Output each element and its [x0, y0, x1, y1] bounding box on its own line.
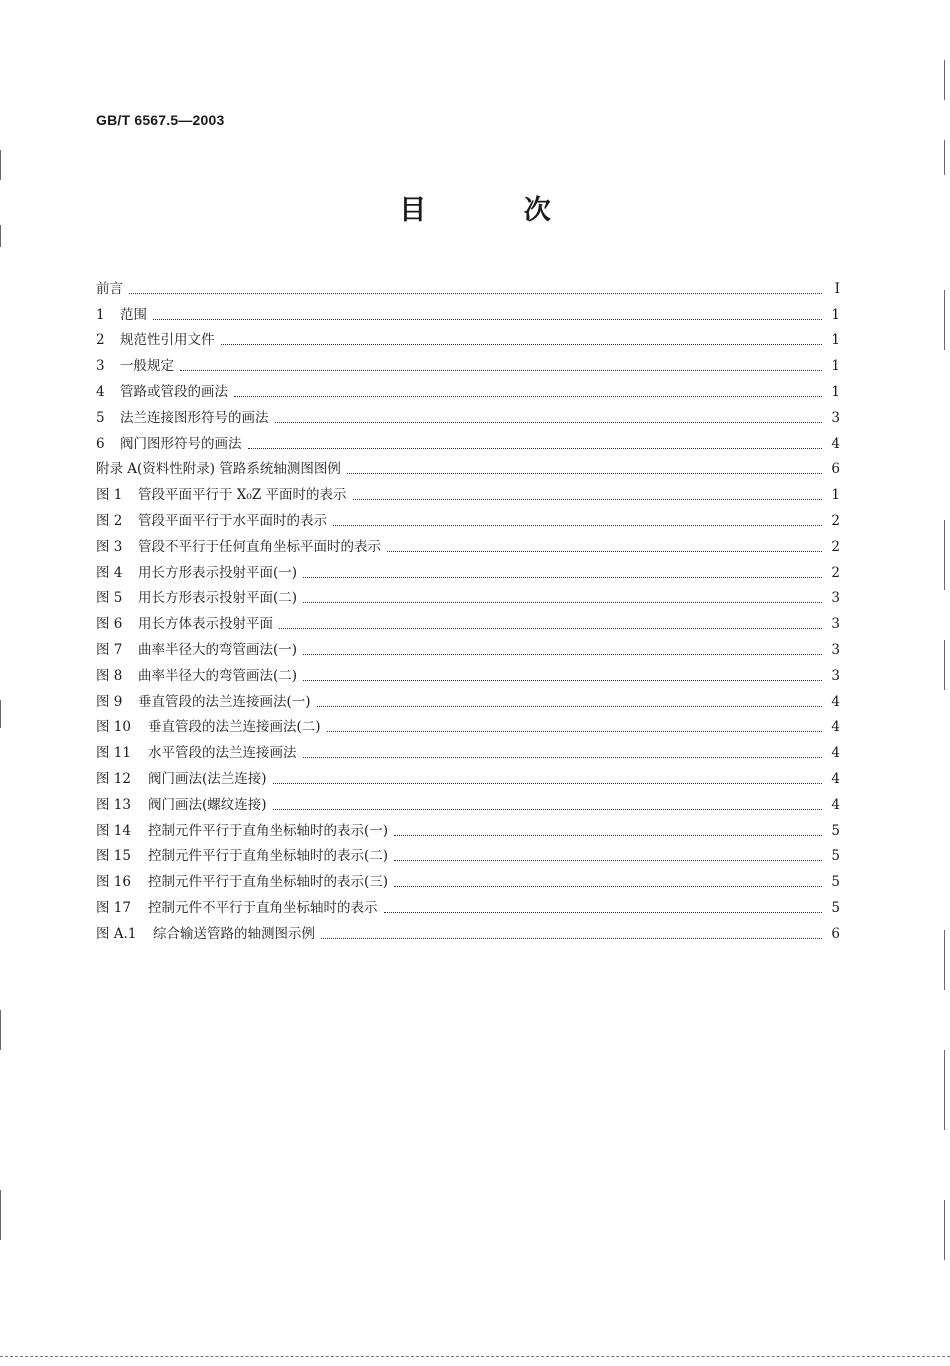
toc-entry-label: 管段平面平行于 X₀Z 平面时的表示 [138, 487, 347, 504]
toc-entry [96, 865, 840, 891]
toc-entry [96, 556, 840, 582]
toc-entry-number: 图 15 [96, 848, 131, 865]
scan-edge-line [944, 1050, 945, 1130]
toc-dot-leader [317, 706, 822, 707]
toc-dot-leader [303, 602, 822, 603]
toc-entry-number: 图 6 [96, 616, 123, 633]
toc-dot-leader [394, 886, 822, 887]
toc-entry-number: 1 [96, 306, 105, 323]
toc-entry-label: 垂直管段的法兰连接画法(一) [138, 693, 311, 710]
toc-entry-page: 5 [831, 848, 840, 865]
scan-edge-line [944, 1200, 945, 1260]
toc-entry [96, 530, 840, 556]
toc-entry-number: 图 7 [96, 641, 123, 658]
toc-entry-number: 图 1 [96, 487, 123, 504]
scan-edge-line [944, 640, 945, 690]
toc-dot-leader [303, 680, 822, 681]
toc-entry-number: 图 8 [96, 667, 123, 684]
toc-entry-label: 用长方形表示投射平面(一) [138, 564, 298, 581]
scan-edge-line [0, 1010, 1, 1050]
toc-entry-label: 前言 [96, 280, 123, 297]
toc-entry-page: 2 [831, 512, 840, 529]
toc-entry-page: 3 [831, 616, 840, 633]
toc-entry-page: 6 [831, 461, 840, 478]
toc-dot-leader [394, 835, 822, 836]
toc-entry [96, 582, 840, 608]
toc-entry-number: 4 [96, 383, 105, 400]
toc-entry [96, 349, 840, 375]
toc-entry-page: 1 [831, 332, 840, 349]
toc-dot-leader [321, 938, 822, 939]
toc-entry-number: 图 5 [96, 590, 123, 607]
toc-entry-page: 4 [831, 796, 840, 813]
scan-edge-line [0, 150, 1, 180]
toc-entry-number: 图 A.1 [96, 925, 137, 942]
toc-entry-label: 控制元件平行于直角坐标轴时的表示(一) [148, 822, 389, 839]
toc-dot-leader [153, 319, 822, 320]
toc-entry [96, 298, 840, 324]
toc-entry [96, 272, 840, 298]
toc-entry-label: 阀门画法(法兰连接) [148, 770, 267, 787]
scan-edge-line [944, 140, 945, 175]
toc-entry-number: 图 11 [96, 745, 131, 762]
toc-dot-leader [303, 654, 822, 655]
toc-entry-page: 3 [831, 409, 840, 426]
toc-entry-page: 5 [831, 899, 840, 916]
toc-entry-label: 综合输送管路的轴测图示例 [153, 925, 315, 942]
scan-edge-line [944, 930, 945, 990]
toc-dot-leader [275, 422, 823, 423]
toc-entry-label: 控制元件平行于直角坐标轴时的表示(三) [148, 874, 389, 891]
toc-entry [96, 788, 840, 814]
toc-entry-label: 一般规定 [120, 358, 174, 375]
toc-entry [96, 762, 840, 788]
toc-entry [96, 685, 840, 711]
toc-entry-page: 4 [831, 745, 840, 762]
toc-entry-page: 5 [831, 822, 840, 839]
toc-entry-number: 图 3 [96, 538, 123, 555]
toc-entry-page: 3 [831, 667, 840, 684]
toc-entry-page: 1 [831, 383, 840, 400]
toc-entry [96, 324, 840, 350]
toc-entry-page: 4 [831, 693, 840, 710]
toc-entry-label: 管段平面平行于水平面时的表示 [138, 512, 327, 529]
toc-entry-label: 阀门画法(螺纹连接) [148, 796, 267, 813]
toc-dot-leader [347, 473, 822, 474]
toc-entry-page: 4 [831, 435, 840, 452]
scan-edge-line [944, 290, 945, 350]
toc-entry-page: 4 [831, 719, 840, 736]
toc-dot-leader [234, 396, 822, 397]
toc-entry-number: 图 16 [96, 874, 131, 891]
toc-dot-leader [384, 912, 823, 913]
toc-entry [96, 814, 840, 840]
toc-entry-number: 3 [96, 358, 105, 375]
toc-entry-number: 图 14 [96, 822, 131, 839]
scan-edge-line [944, 520, 945, 590]
table-of-contents [96, 272, 840, 943]
toc-entry [96, 478, 840, 504]
toc-entry-label: 水平管段的法兰连接画法 [148, 745, 297, 762]
toc-entry-page: 3 [831, 590, 840, 607]
toc-entry-number: 2 [96, 332, 105, 349]
toc-entry-page: 1 [831, 358, 840, 375]
toc-entry-label: 曲率半径大的弯管画法(一) [138, 641, 298, 658]
toc-entry-number: 图 4 [96, 564, 123, 581]
toc-entry-page: 3 [831, 641, 840, 658]
standard-code: GB/T 6567.5—2003 [96, 112, 225, 128]
toc-entry-number: 图 2 [96, 512, 123, 529]
toc-dot-leader [303, 757, 823, 758]
toc-entry [96, 659, 840, 685]
toc-entry [96, 504, 840, 530]
toc-dot-leader [129, 293, 822, 294]
toc-entry [96, 840, 840, 866]
toc-dot-leader [327, 731, 822, 732]
toc-entry-page: 5 [831, 874, 840, 891]
toc-dot-leader [273, 783, 822, 784]
toc-entry-number: 图 10 [96, 719, 131, 736]
toc-entry-label: 阀门图形符号的画法 [120, 435, 242, 452]
page-title: 目 次 [399, 195, 595, 226]
toc-entry [96, 633, 840, 659]
scan-edge-line [0, 700, 1, 728]
toc-entry-page: 6 [831, 925, 840, 942]
toc-entry [96, 401, 840, 427]
toc-entry-number: 图 12 [96, 770, 131, 787]
toc-entry [96, 736, 840, 762]
toc-entry-page: 1 [831, 487, 840, 504]
toc-entry [96, 375, 840, 401]
toc-entry [96, 917, 840, 943]
toc-entry-number: 图 13 [96, 796, 131, 813]
scan-edge-line [0, 1190, 1, 1240]
toc-entry-label: 规范性引用文件 [120, 332, 215, 349]
toc-entry-label: 范围 [120, 306, 147, 323]
scan-bottom-rule [0, 1356, 950, 1357]
toc-dot-leader [248, 448, 823, 449]
scan-edge-line [944, 60, 945, 100]
toc-entry-number: 图 9 [96, 693, 123, 710]
toc-entry-page: I [834, 280, 840, 297]
toc-entry-label: 控制元件不平行于直角坐标轴时的表示 [148, 899, 378, 916]
toc-entry-label: 法兰连接图形符号的画法 [120, 409, 269, 426]
toc-entry [96, 427, 840, 453]
toc-dot-leader [273, 809, 822, 810]
toc-dot-leader [394, 860, 822, 861]
toc-entry-label: 用长方体表示投射平面 [138, 616, 273, 633]
toc-entry-label: 附录 A(资料性附录) 管路系统轴测图图例 [96, 461, 341, 478]
toc-entry-page: 4 [831, 770, 840, 787]
toc-entry-number: 图 17 [96, 899, 131, 916]
toc-entry-label: 用长方形表示投射平面(二) [138, 590, 298, 607]
toc-dot-leader [353, 499, 823, 500]
toc-entry-page: 1 [831, 306, 840, 323]
toc-entry-label: 垂直管段的法兰连接画法(二) [148, 719, 321, 736]
scan-edge-line [0, 225, 1, 247]
toc-entry-label: 管路或管段的画法 [120, 383, 228, 400]
toc-entry [96, 453, 840, 479]
toc-dot-leader [303, 577, 822, 578]
toc-entry-page: 2 [831, 564, 840, 581]
toc-entry-label: 曲率半径大的弯管画法(二) [138, 667, 298, 684]
toc-entry-page: 2 [831, 538, 840, 555]
toc-dot-leader [387, 551, 822, 552]
toc-dot-leader [333, 525, 822, 526]
toc-dot-leader [180, 370, 822, 371]
toc-entry [96, 711, 840, 737]
toc-dot-leader [279, 628, 822, 629]
toc-entry [96, 607, 840, 633]
toc-entry-label: 管段不平行于任何直角坐标平面时的表示 [138, 538, 381, 555]
toc-entry-number: 5 [96, 409, 105, 426]
toc-entry-number: 6 [96, 435, 105, 452]
toc-entry-label: 控制元件平行于直角坐标轴时的表示(二) [148, 848, 389, 865]
toc-dot-leader [221, 344, 823, 345]
toc-entry [96, 891, 840, 917]
